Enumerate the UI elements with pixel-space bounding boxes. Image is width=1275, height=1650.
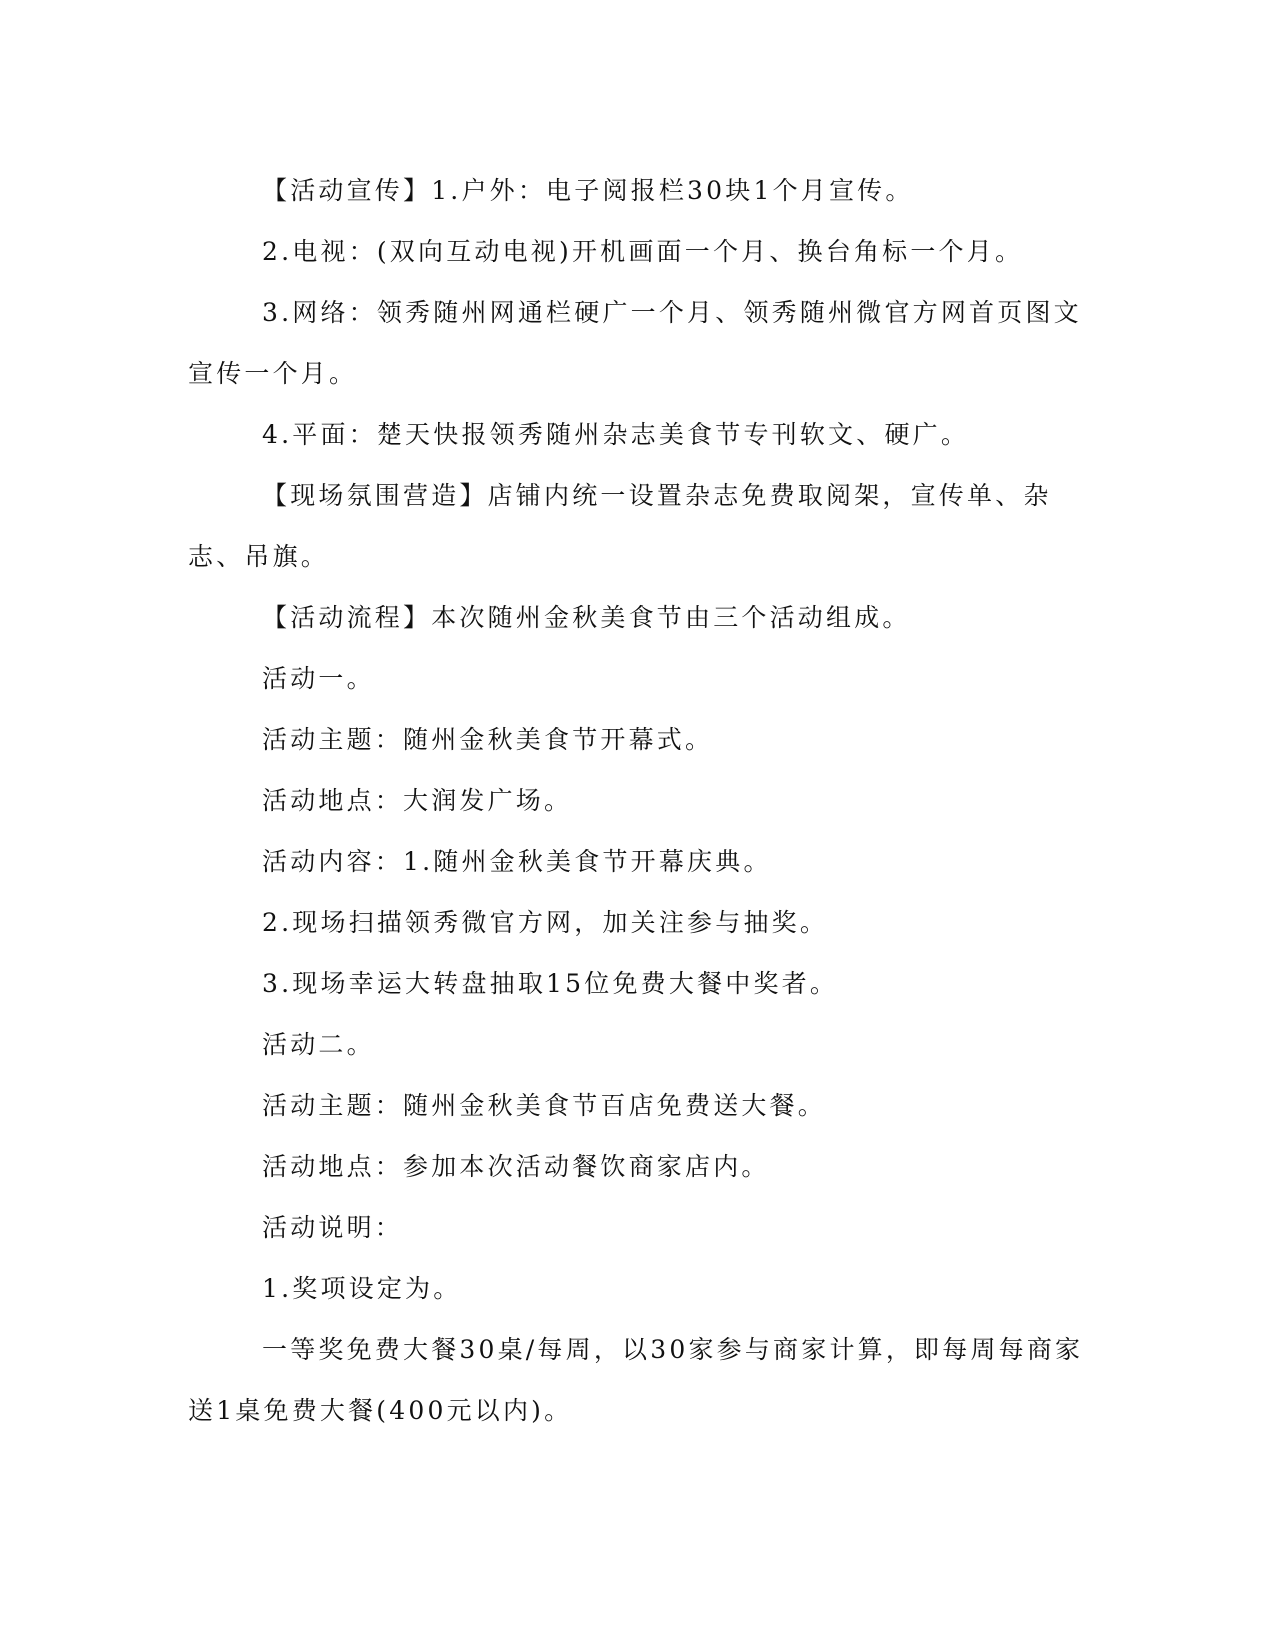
paragraph-activity-process: 【活动流程】本次随州金秋美食节由三个活动组成。 <box>262 603 911 632</box>
paragraph-activity-two-theme: 活动主题：随州金秋美食节百店免费送大餐。 <box>262 1091 827 1120</box>
paragraph-activity-two: 活动二。 <box>262 1030 375 1059</box>
paragraph-activity-one-lucky-wheel: 3.现场幸运大转盘抽取15位免费大餐中奖者。 <box>262 969 839 998</box>
document-body <box>188 160 1088 1441</box>
paragraph-promotion-tv: 2.电视：(双向互动电视)开机画面一个月、换台角标一个月。 <box>262 237 1024 266</box>
paragraph-activity-two-location: 活动地点：参加本次活动餐饮商家店内。 <box>262 1152 770 1181</box>
paragraph-activity-one: 活动一。 <box>262 664 375 693</box>
paragraph-first-prize: 一等奖免费大餐30桌/每周，以30家参与商家计算，即每周每商家送1桌免费大餐(400元以内)。 <box>188 1335 1084 1425</box>
paragraph-activity-one-theme: 活动主题：随州金秋美食节开幕式。 <box>262 725 714 754</box>
paragraph-activity-one-content: 活动内容：1.随州金秋美食节开幕庆典。 <box>262 847 772 876</box>
paragraph-activity-one-scan: 2.现场扫描领秀微官方网，加关注参与抽奖。 <box>262 908 829 937</box>
paragraph-promotion-outdoor: 【活动宣传】1.户外：电子阅报栏30块1个月宣传。 <box>262 176 914 205</box>
paragraph-prize-settings: 1.奖项设定为。 <box>262 1274 462 1303</box>
paragraph-promotion-network: 3.网络：领秀随州网通栏硬广一个月、领秀随州微官方网首页图文宣传一个月。 <box>188 298 1082 388</box>
paragraph-activity-one-location: 活动地点：大润发广场。 <box>262 786 573 815</box>
paragraph-onsite-atmosphere: 【现场氛围营造】店铺内统一设置杂志免费取阅架，宣传单、杂志、吊旗。 <box>188 481 1052 571</box>
paragraph-activity-two-description: 活动说明： <box>262 1213 404 1242</box>
paragraph-promotion-print: 4.平面：楚天快报领秀随州杂志美食节专刊软文、硬广。 <box>262 420 970 449</box>
